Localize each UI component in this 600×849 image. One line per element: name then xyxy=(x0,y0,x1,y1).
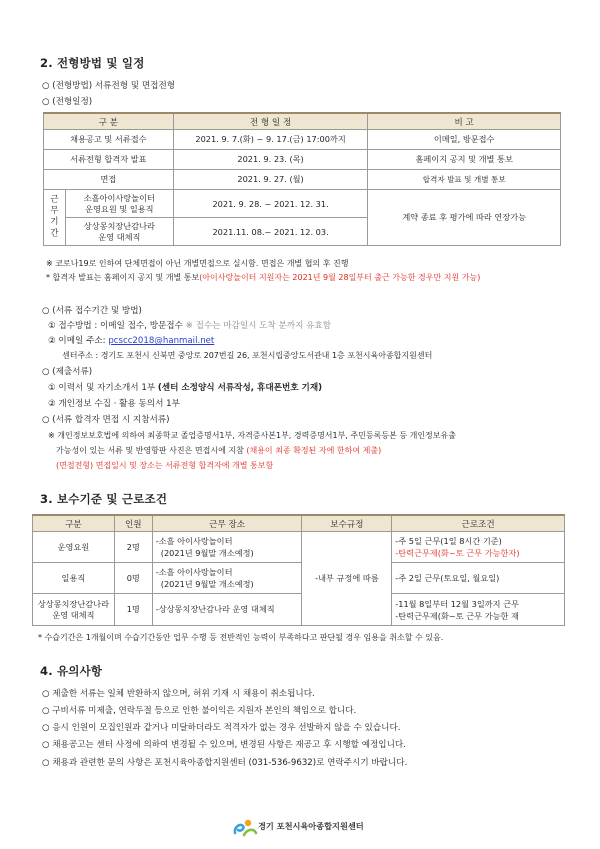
schedule-row-date: 2021. 9. 27. (월) xyxy=(173,170,368,190)
pay-row-condition: -11월 8일부터 12월 3일까지 근무 -탄력근무제(화~토 근무 가능한 재 xyxy=(392,594,565,626)
pay-row-type: 운영요원 xyxy=(33,532,115,563)
pay-header-count: 인원 xyxy=(114,515,152,532)
schedule-header-category: 구 분 xyxy=(44,113,174,130)
schedule-row-category: 채용공고 및 서류접수 xyxy=(44,130,174,150)
email-link[interactable]: pcscc2018@hanmail.net xyxy=(108,336,215,346)
probation-note: * 수습기간은 1개월이며 수습기간동안 업무 수행 등 전반적인 능력이 부족하다고 판단될 경우 임용을 취소할 수 있음. xyxy=(38,633,444,642)
schedule-header-date: 전 형 일 정 xyxy=(173,113,368,130)
pay-row-condition: -주 2일 근무(토요일, 월요일) xyxy=(392,563,565,594)
schedule-row-category: 면접 xyxy=(44,170,174,190)
pay-row-type: 상상몽치장난감나라 운영 대체직 xyxy=(33,594,115,626)
interview-docs-line-1: ※ 개인정보보호법에 의하여 최종학교 졸업증명서1부, 자격증사본1부, 경력증명서1부, 주민등록등본 등 개인정보유출 xyxy=(48,431,456,440)
schedule-row-date: 2021. 9. 7.(화) ~ 9. 17.(금) 17:00까지 xyxy=(173,130,368,150)
covid-note: ※ 코로나19로 인하여 단체면접이 아닌 개별면접으로 실시함. 면접은 개별 협의 후 진행 xyxy=(46,259,349,268)
work-period-sub1: 소흘아이사랑놀이터 운영요원 및 일용직 xyxy=(65,190,173,218)
center-address: 센터주소 : 경기도 포천시 신북면 중앙로 207번길 26, 포천시립중앙도서관내 1층 포천시육아종합지원센터 xyxy=(62,351,433,360)
footer-org-name: 경기 포천시육아종합지원센터 xyxy=(258,821,364,831)
documents-item-2: ② 개인정보 수집 · 활용 동의서 1부 xyxy=(48,399,180,409)
pay-row-place: -소흘 아이사랑놀이터 (2021년 9월말 개소예정) xyxy=(152,563,302,594)
schedule-label: ○ (전형일정) xyxy=(42,97,93,107)
section-3-title: 3. 보수기준 및 근로조건 xyxy=(40,492,168,506)
caution-item: ○ 제출한 서류는 일체 반환하지 않으며, 허위 기재 시 채용이 취소됩니다. xyxy=(42,689,315,699)
reception-email: ② 이메일 주소: pcscc2018@hanmail.net xyxy=(48,336,215,346)
documents-title: ○ (제출서류) xyxy=(42,367,93,377)
pay-row-count: 1명 xyxy=(114,594,152,626)
work-period-date2: 2021.11. 08.~ 2021. 12. 03. xyxy=(173,218,368,246)
section-4-title: 4. 유의사항 xyxy=(40,664,103,678)
schedule-table xyxy=(43,112,561,246)
schedule-row-note: 합격자 발표 및 개별 통보 xyxy=(368,170,561,190)
interview-docs-title: ○ (서류 합격자 면접 시 지참서류) xyxy=(42,415,170,425)
schedule-row-category: 서류전형 합격자 발표 xyxy=(44,150,174,170)
work-period-date1: 2021. 9. 28. ~ 2021. 12. 31. xyxy=(173,190,368,218)
pay-row-place: -상상몽치장난감나라 운영 대체직 xyxy=(152,594,302,626)
pay-row-count: 2명 xyxy=(114,532,152,563)
schedule-row-note: 이메일, 방문접수 xyxy=(368,130,561,150)
reception-method: ① 접수방법 : 이메일 접수, 방문접수 ※ 접수는 마감일시 도착 분까지 유효함 xyxy=(48,321,332,331)
result-note: * 합격자 발표는 홈페이지 공지 및 개별 통보(아이사랑놀이터 지원자는 2021년 9월 28일부터 출근 가능한 경우만 지원 가능) xyxy=(46,273,481,282)
pay-row-place: -소흘 아이사랑놀이터 (2021년 9월말 개소예정) xyxy=(152,532,302,563)
section-2-title: 2. 전형방법 및 일정 xyxy=(40,56,145,70)
pay-table xyxy=(32,514,565,626)
interview-docs-line-2: 가능성이 있는 서류 및 반영항판 사진은 면접시에 지참 (채용이 최종 확정된 자에 한하여 제출) xyxy=(56,446,382,455)
caution-item: ○ 채용공고는 센터 사정에 의하여 변경될 수 있으며, 변경된 사항은 재공고 후 시행할 예정입니다. xyxy=(42,740,406,750)
pay-header-condition: 근로조건 xyxy=(392,515,565,532)
method-line: ○ (전형방법) 서류전형 및 면접전형 xyxy=(42,81,176,91)
pay-rule-cell: -내부 규정에 따름 xyxy=(302,532,392,626)
documents-item-1: ① 이력서 및 자기소개서 1부 (센터 소정양식 서류작성, 휴대폰번호 기재) xyxy=(48,383,323,393)
pay-row-condition: -주 5일 근무(1일 8시간 기준) -탄력근무제(화~토 근무 가능한자) xyxy=(392,532,565,563)
pay-row-type: 일용직 xyxy=(33,563,115,594)
pay-row-count: 0명 xyxy=(114,563,152,594)
schedule-row-note: 홈페이지 공지 및 개별 통보 xyxy=(368,150,561,170)
center-logo-icon xyxy=(232,817,258,839)
reception-title: ○ (서류 접수기간 및 방법) xyxy=(42,306,142,316)
caution-item: ○ 채용과 관련한 문의 사항은 포천시육아종합지원센터 (031-536-9632)로 연락주시기 바랍니다. xyxy=(42,758,408,768)
caution-item: ○ 응시 인원이 모집인원과 같거나 미달하더라도 적격자가 없는 경우 선발하지 않을 수 있습니다. xyxy=(42,723,401,733)
work-period-note: 계약 종료 후 평가에 따라 연장가능 xyxy=(368,190,561,246)
interview-docs-line-3: (면접전형) 면접일시 및 장소는 서류전형 합격자에 개별 통보함 xyxy=(56,461,274,470)
caution-item: ○ 구비서류 미제출, 연락두절 등으로 인한 불이익은 지원자 본인의 책임으로 합니다. xyxy=(42,706,357,716)
pay-header-type: 구분 xyxy=(33,515,115,532)
work-period-sub2: 상상몽치장난감나라 운영 대체직 xyxy=(65,218,173,246)
schedule-header-note: 비 고 xyxy=(368,113,561,130)
work-period-label: 근무기간 xyxy=(44,190,66,246)
schedule-row-date: 2021. 9. 23. (목) xyxy=(173,150,368,170)
pay-header-rule: 보수규정 xyxy=(302,515,392,532)
pay-header-place: 근무 장소 xyxy=(152,515,302,532)
